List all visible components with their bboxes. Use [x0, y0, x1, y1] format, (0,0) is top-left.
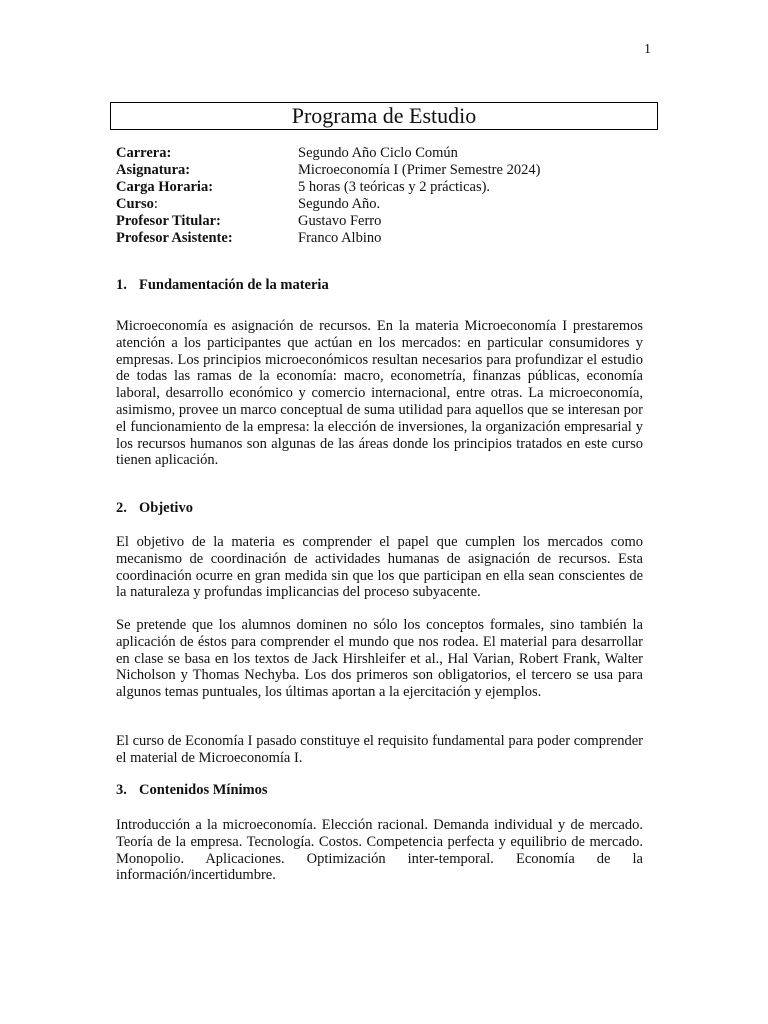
- meta-value: 5 horas (3 teóricas y 2 prácticas).: [298, 179, 491, 195]
- meta-row-asignatura: [116, 162, 540, 179]
- page-number: 1: [644, 42, 651, 57]
- meta-value: Segundo Año Ciclo Común: [298, 145, 458, 161]
- meta-value: Segundo Año.: [298, 196, 381, 212]
- meta-row-curso: [116, 196, 540, 213]
- meta-label: Curso:: [116, 196, 158, 212]
- meta-row-carrera: [116, 145, 540, 162]
- meta-label: Profesor Titular:: [116, 213, 221, 229]
- paragraph-contenidos: Introducción a la microeconomía. Elección racional. Demanda individual y de mercado. Teoría de la empresa. Tecnología. Costos. Competencia perfecta y equilibrio de mercado. Monopolio. Aplicaciones. Optimización inter-temporal. Economía de la información/incertidumbre.: [116, 817, 643, 884]
- section-heading-contenidos: 3. Contenidos Mínimos: [116, 782, 268, 798]
- meta-label: Carrera:: [116, 145, 172, 161]
- meta-label: Profesor Asistente:: [116, 230, 233, 246]
- meta-row-profesor-titular: [116, 213, 540, 230]
- meta-label: Carga Horaria:: [116, 179, 214, 195]
- paragraph-objetivo-3: El curso de Economía I pasado constituye el requisito fundamental para poder comprender el material de Microeconomía I.: [116, 733, 643, 766]
- meta-label: Asignatura:: [116, 162, 191, 178]
- meta-value: Gustavo Ferro: [298, 213, 382, 229]
- meta-row-carga-horaria: [116, 179, 540, 196]
- meta-value: Franco Albino: [298, 230, 382, 246]
- paragraph-fundamentacion: Microeconomía es asignación de recursos. En la materia Microeconomía I prestaremos atención a los participantes que actúan en los mercados: en particular consumidores y empresas. Los principios microeconómicos resultan necesarios para profundizar el estudio de todas las ramas de la economía: macro, econometría, finanzas públicas, economía laboral, desarrollo económico y comercio internacional, entre otras. La microeconomía, asimismo, provee un marco conceptual de suma utilidad para aquellos que se interesan por el funcionamiento de la empresa: la elección de inversiones, la organización empresarial y los recursos humanos son algunas de las áreas donde los principios tratados en este curso tienen aplicación.: [116, 318, 643, 469]
- section-heading-fundamentacion: 1. Fundamentación de la materia: [116, 277, 329, 293]
- section-heading-objetivo: 2. Objetivo: [116, 500, 193, 516]
- paragraph-objetivo-2: Se pretende que los alumnos dominen no sólo los conceptos formales, sino también la aplicación de éstos para comprender el mundo que nos rodea. El material para desarrollar en clase se basa en los textos de Jack Hirshleifer et al., Hal Varian, Robert Frank, Walter Nicholson y Thomas Nechyba. Los dos primeros son obligatorios, el tercero se usa para algunos temas puntuales, los últimas aportan a la ejercitación y ejemplos.: [116, 617, 643, 701]
- paragraph-objetivo-1: El objetivo de la materia es comprender el papel que cumplen los mercados como mecanismo de coordinación de actividades humanas de asignación de recursos. Esta coordinación ocurre en gran medida sin que los que participan en ella sean conscientes de la naturaleza y profundas implicancias del proceso subyacente.: [116, 534, 643, 601]
- page-title: Programa de Estudio: [110, 102, 658, 130]
- course-info: [116, 145, 540, 247]
- meta-value: Microeconomía I (Primer Semestre 2024): [298, 162, 541, 178]
- meta-row-profesor-asistente: [116, 230, 540, 247]
